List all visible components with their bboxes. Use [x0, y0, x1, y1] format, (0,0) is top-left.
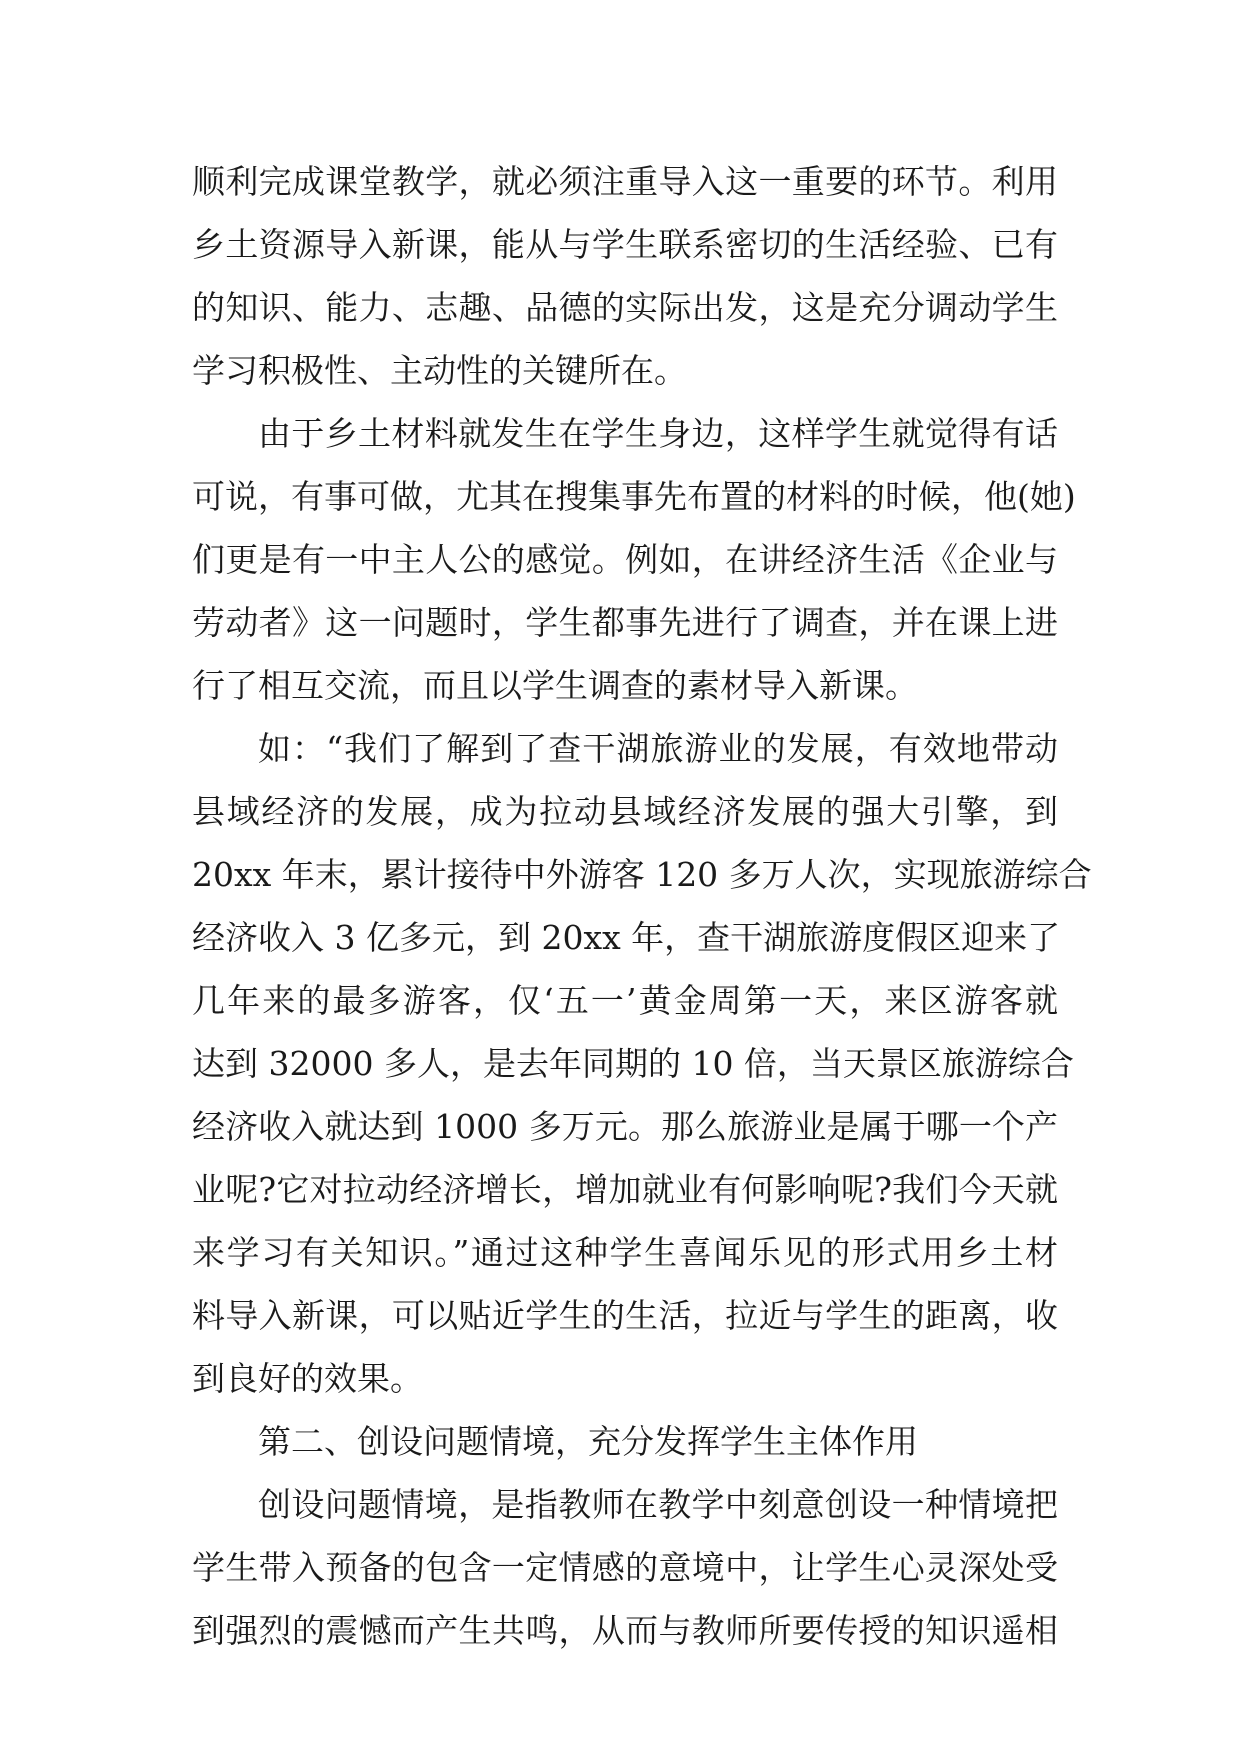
text-line: 料导入新课，可以贴近学生的生活，拉近与学生的距离，收: [192, 1296, 1058, 1335]
text-line: 几年来的最多游客，仅‘五一’黄金周第一天，来区游客就: [192, 981, 1058, 1020]
text-line: 学生带入预备的包含一定情感的意境中，让学生心灵深处受: [192, 1548, 1058, 1587]
text-line: 如：“我们了解到了查干湖旅游业的发展，有效地带动: [258, 729, 1058, 768]
text-line: 20xx 年末，累计接待中外游客 120 多万人次，实现旅游综合: [192, 855, 1092, 894]
text-line: 到强烈的震憾而产生共鸣，从而与教师所要传授的知识遥相: [192, 1611, 1058, 1650]
text-line: 可说，有事可做，尤其在搜集事先布置的材料的时候，他(她): [192, 477, 1076, 516]
text-line: 劳动者》这一问题时，学生都事先进行了调查，并在课上进: [192, 603, 1058, 642]
text-line: 经济收入就达到 1000 多万元。那么旅游业是属于哪一个产: [192, 1107, 1058, 1146]
text-line: 顺利完成课堂教学，就必须注重导入这一重要的环节。利用: [192, 162, 1058, 201]
text-line: 县域经济的发展，成为拉动县域经济发展的强大引擎，到: [192, 792, 1058, 831]
text-line: 由于乡土材料就发生在学生身边，这样学生就觉得有话: [258, 414, 1058, 453]
document-body: [192, 150, 1092, 1662]
text-line: 业呢?它对拉动经济增长，增加就业有何影响呢?我们今天就: [192, 1170, 1058, 1209]
text-line: 到良好的效果。: [192, 1359, 423, 1398]
text-line: 们更是有一中主人公的感觉。例如，在讲经济生活《企业与: [192, 540, 1058, 579]
text-line: 行了相互交流，而且以学生调查的素材导入新课。: [192, 666, 918, 705]
text-line: 经济收入 3 亿多元，到 20xx 年，查干湖旅游度假区迎来了: [192, 918, 1061, 957]
section-heading: 第二、创设问题情境，充分发挥学生主体作用: [258, 1422, 918, 1461]
text-line: 乡土资源导入新课，能从与学生联系密切的生活经验、已有: [192, 225, 1058, 264]
text-line: 来学习有关知识。”通过这种学生喜闻乐见的形式用乡土材: [192, 1233, 1058, 1272]
text-line: 达到 32000 多人，是去年同期的 10 倍，当天景区旅游综合: [192, 1044, 1074, 1083]
text-line: 创设问题情境，是指教师在教学中刻意创设一种情境把: [258, 1485, 1058, 1524]
text-line: 学习积极性、主动性的关键所在。: [192, 351, 687, 390]
text-line: 的知识、能力、志趣、品德的实际出发，这是充分调动学生: [192, 288, 1058, 327]
